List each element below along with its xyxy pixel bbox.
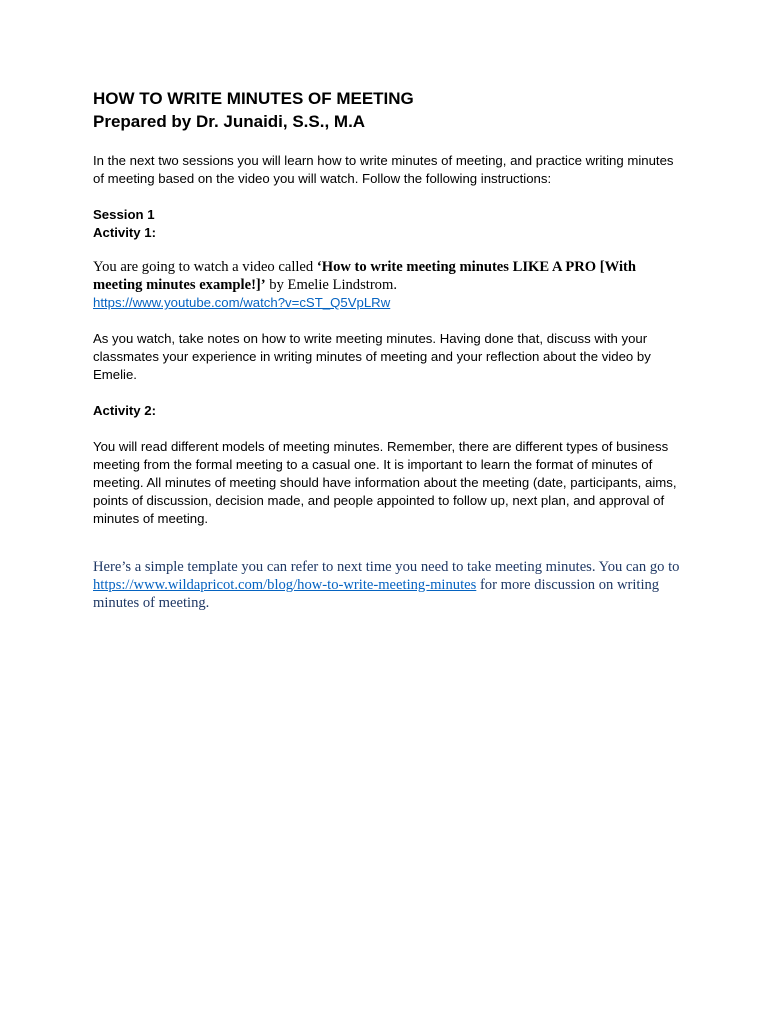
activity1-video-paragraph [93,258,683,294]
activity1-video-title: ‘How to write meeting minutes LIKE A PRO [With meeting minutes example!]’ [93,259,637,293]
activity1-text-after: by Emelie Lindstrom. [265,277,397,293]
template-note-paragraph [93,558,683,612]
youtube-link-line [93,294,683,312]
document-page [93,88,683,612]
document-title: HOW TO WRITE MINUTES OF MEETING [93,89,414,108]
template-note-text-after: for more discussion on writing minutes of meeting. [93,577,660,611]
wildapricot-link[interactable]: https://www.wildapricot.com/blog/how-to-write-meeting-minutes [93,577,477,593]
activity2-label: Activity 2: [93,403,157,418]
activity1-text-before: You are going to watch a video called [93,259,317,275]
activity1-notes-paragraph: As you watch, take notes on how to write meeting minutes. Having done that, discuss with your classmates your experience in writing minutes of meeting and your reflection about the video by Emelie. [93,331,651,382]
template-note-text-before: Here’s a simple template you can refer to next time you need to take meeting minutes. You can go to [93,559,680,575]
activity2-paragraph: You will read different models of meeting minutes. Remember, there are different types of business meeting from the formal meeting to a casual one. It is important to learn the format of minutes of meeting. All minutes of meeting should have information about the meeting (date, participants, aims, points of discussion, decision made, and people appointed to follow up, next plan, and approval of minutes of meeting. [93,439,677,526]
session-label: Session 1 [93,207,155,222]
activity1-label: Activity 1: [93,225,157,240]
youtube-link[interactable]: https://www.youtube.com/watch?v=cST_Q5VpLRw [93,295,391,310]
document-subtitle: Prepared by Dr. Junaidi, S.S., M.A [93,112,366,131]
intro-paragraph: In the next two sessions you will learn how to write minutes of meeting, and practice writing minutes of meeting based on the video you will watch. Follow the following instructions: [93,153,674,186]
